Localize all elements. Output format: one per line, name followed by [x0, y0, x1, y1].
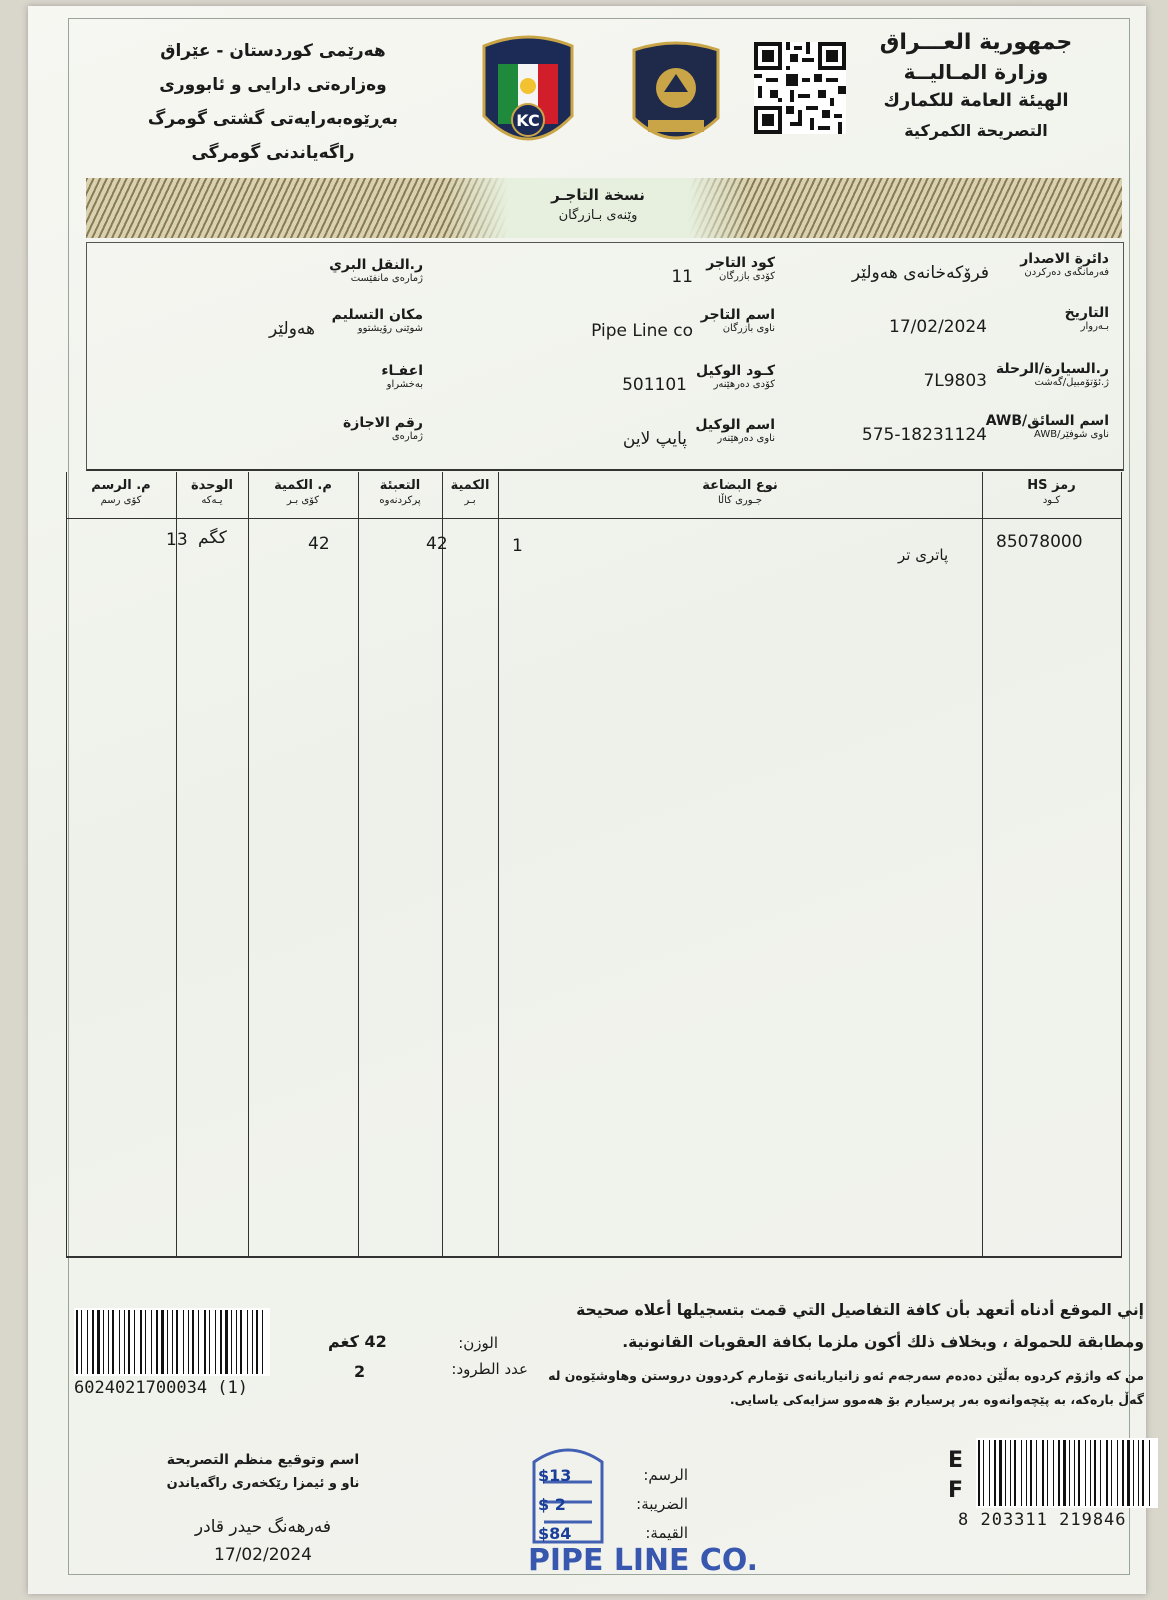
tax-value: 2 $	[538, 1495, 566, 1514]
field-value: 501101	[622, 375, 687, 395]
declaration	[530, 1294, 1144, 1412]
field-sublabel: کۆدی بازرگان	[718, 271, 775, 282]
field-vehicle	[779, 361, 1109, 391]
info-grid	[86, 242, 1124, 471]
field-value: 11	[671, 267, 693, 287]
cell-hs-code: 85078000	[996, 532, 1083, 552]
field-sublabel: ناوی دەرهێنەر	[717, 433, 775, 444]
header-left-line-2: وەزارەتی دارایی و ئابووری	[159, 75, 387, 95]
barcode-left-number: 6024021700034 (1)	[74, 1378, 248, 1398]
header-unit	[176, 472, 248, 519]
field-sublabel: ژ.ئۆتۆمبیل/گەشت	[1034, 377, 1109, 388]
weight-label: الوزن:	[458, 1334, 498, 1352]
header-quantity	[442, 472, 498, 519]
cell-quantity: 1	[512, 536, 523, 556]
kurdistan-customs-emblem-icon	[476, 34, 580, 164]
copy-subtitle: وێنەی بـازرگان	[558, 208, 638, 223]
packages-value: 2	[354, 1362, 366, 1381]
ef-marker	[948, 1446, 963, 1506]
field-value: هەولێر	[269, 319, 315, 339]
field-label: رقم الاجازة	[343, 415, 423, 431]
field-label: كود التاجر	[706, 255, 775, 271]
header-total-quantity	[248, 472, 358, 519]
field-value: 575-18231124	[861, 425, 987, 445]
header-sub: یـەکە	[201, 495, 223, 506]
field-label: اسم التاجر	[700, 307, 775, 323]
signature-date: 17/02/2024	[214, 1545, 312, 1565]
field-date	[779, 305, 1109, 337]
header-iraq	[866, 28, 1086, 146]
field-sublabel: ناوی بازرگان	[722, 323, 775, 334]
cell-goods: پاتری تر	[898, 546, 949, 564]
field-sublabel: شوێنی رۆیشتوو	[357, 323, 423, 334]
field-land-transport	[103, 257, 423, 284]
header-title: الوحدة	[190, 478, 234, 493]
field-label: ر.النقل البري	[329, 257, 423, 273]
field-label: التاريخ	[1064, 305, 1109, 321]
header-right-line-1: جمهورية العـــراق	[879, 30, 1073, 55]
header-left-line-4: راگەیاندنی گومرگی	[191, 143, 355, 163]
field-value: فرۆکەخانەی هەولێر	[851, 263, 989, 283]
field-value: 17/02/2024	[889, 317, 987, 337]
header-packing	[358, 472, 442, 519]
header-sub: کۆی رسم	[100, 495, 142, 506]
header-left-line-1: هەرێمی کوردستان - عێراق	[160, 41, 386, 61]
field-agent-name	[435, 417, 775, 449]
cell-total-fee: 13	[166, 530, 188, 550]
header-right-line-4: التصريحة الكمركية	[904, 121, 1048, 140]
field-label: مكان التسليم	[331, 307, 423, 323]
iraq-customs-emblem-icon	[628, 40, 724, 158]
field-driver	[779, 413, 1109, 445]
fee-row	[528, 1466, 698, 1495]
header-sub: کـود	[1042, 495, 1061, 506]
field-sublabel: بەخشراو	[386, 379, 423, 390]
field-sublabel: کۆدی دەرهێنەر	[713, 379, 775, 390]
signature-title: اسم وتوقيع منظم التصريحة	[166, 1452, 360, 1468]
qr-code-icon	[754, 42, 846, 134]
field-exemption	[103, 363, 423, 390]
field-sublabel: ناوی شوفێر/AWB	[1034, 429, 1109, 440]
ef-letter-e: E	[948, 1448, 964, 1473]
svg-text:KC: KC	[516, 111, 540, 130]
value-label: القيمة:	[645, 1524, 688, 1542]
weight-block	[328, 1332, 528, 1394]
col-line	[498, 472, 499, 1256]
packages-label: عدد الطرود:	[451, 1360, 528, 1378]
field-value: Pipe Line co	[591, 321, 693, 341]
cell-total-quantity: 42	[308, 534, 330, 554]
field-sublabel: ژمارەی مانفێست	[350, 273, 423, 284]
col-line	[358, 472, 359, 1256]
fee-label: الرسم:	[643, 1466, 688, 1484]
header-sub: پرکردنەوە	[379, 495, 421, 506]
field-agent-code	[435, 363, 775, 395]
header-hs-code	[982, 472, 1121, 519]
fees-block	[528, 1466, 698, 1553]
col-line	[176, 472, 177, 1256]
declaration-sheet	[28, 6, 1146, 1594]
value-value: $84	[538, 1524, 572, 1543]
header-title: الكمية	[450, 478, 490, 493]
field-trader-name	[435, 307, 775, 341]
weight-value: 42 كغم	[328, 1332, 387, 1351]
value-row	[528, 1524, 698, 1553]
field-label: اسم السائق/AWB	[985, 413, 1109, 429]
field-sublabel: ژمارەی	[391, 431, 423, 442]
field-value: پایپ لاین	[622, 429, 687, 449]
header-sub: بـر	[464, 495, 476, 506]
cell-unit: کگم	[198, 528, 227, 548]
items-table	[66, 472, 1122, 1258]
header-title: م. الرسم	[91, 478, 151, 493]
header-title: نوع البضاعة	[702, 478, 778, 493]
signature-subtitle: ناو و ئیمزا رێکخەری راگەیاندن	[166, 1476, 360, 1491]
ef-letter-f: F	[948, 1478, 964, 1503]
field-sublabel: فەرمانگەی دەرکردن	[1024, 267, 1109, 278]
barcode-right-number: 8 203311 219846	[958, 1510, 1127, 1530]
header-kurdistan	[108, 34, 438, 170]
header-sub: جـوری کاڵا	[717, 495, 762, 506]
field-label: اسم الوكيل	[695, 417, 775, 433]
header-goods-type	[498, 472, 982, 519]
col-line	[66, 472, 67, 1256]
field-trader-code	[435, 255, 775, 287]
header-total-fee	[66, 472, 176, 519]
header-right-line-2: وزارة المـاليــة	[903, 60, 1049, 84]
stamp-text: PIPE LINE CO.	[528, 1543, 758, 1578]
field-delivery-place	[103, 307, 423, 339]
field-issue-office	[779, 251, 1109, 283]
col-line	[442, 472, 443, 1256]
tax-label: الضريبة:	[636, 1495, 688, 1513]
fee-value: $13	[538, 1466, 572, 1485]
field-value: 7L9803	[923, 371, 987, 391]
signatory-name: فەرهەنگ حيدر قادر	[194, 1517, 332, 1537]
header-title: رمز HS	[1027, 478, 1076, 493]
header-right-line-3: الهيئة العامة للكمارك	[883, 90, 1069, 111]
col-line	[982, 472, 983, 1256]
declaration-kurdish: من کە واژۆم کردوە بەڵێن دەدەم سەرجەم ئەو زانیاریانەی تۆمارم کردوون دروستن وهاوشێوەن لە گەڵ بارەکە، بە پێچەوانەوە بەر پرسیارم بۆ هەموو سزایەکی یاسایی.	[548, 1368, 1144, 1407]
col-line	[1121, 472, 1122, 1256]
header-left-line-3: بەڕێوەبەرایەتی گشتی گومرگ	[147, 109, 399, 129]
field-license-no	[103, 415, 423, 442]
copy-label	[448, 178, 748, 238]
field-label: كـود الوكيل	[696, 363, 775, 379]
header-title: التعبئة	[379, 478, 421, 493]
header-sub: کۆی بـر	[286, 495, 320, 506]
declaration-arabic: إني الموقع أدناه أتعهد بأن كافة التفاصيل التي قمت بتسجيلها أعلاه صحيحة ومطابقة للحمولة ، وبخلاف ذلك أكون ملزما بكافة العقوبات القانونية.	[576, 1301, 1144, 1351]
barcode-right-icon	[976, 1438, 1158, 1508]
tax-row	[528, 1495, 698, 1524]
field-label: اعفـاء	[381, 363, 423, 379]
barcode-left-icon	[74, 1308, 270, 1376]
col-line	[248, 472, 249, 1256]
copy-title: نسخة التاجـر	[551, 186, 645, 204]
field-label: دائرة الاصدار	[1020, 251, 1109, 267]
field-sublabel: بـەروار	[1080, 321, 1109, 332]
header-title: م. الكمية	[274, 478, 332, 493]
cell-packing: 42	[426, 534, 448, 554]
field-label: ر.السيارة/الرحلة	[995, 361, 1109, 377]
signature-block	[118, 1452, 408, 1565]
